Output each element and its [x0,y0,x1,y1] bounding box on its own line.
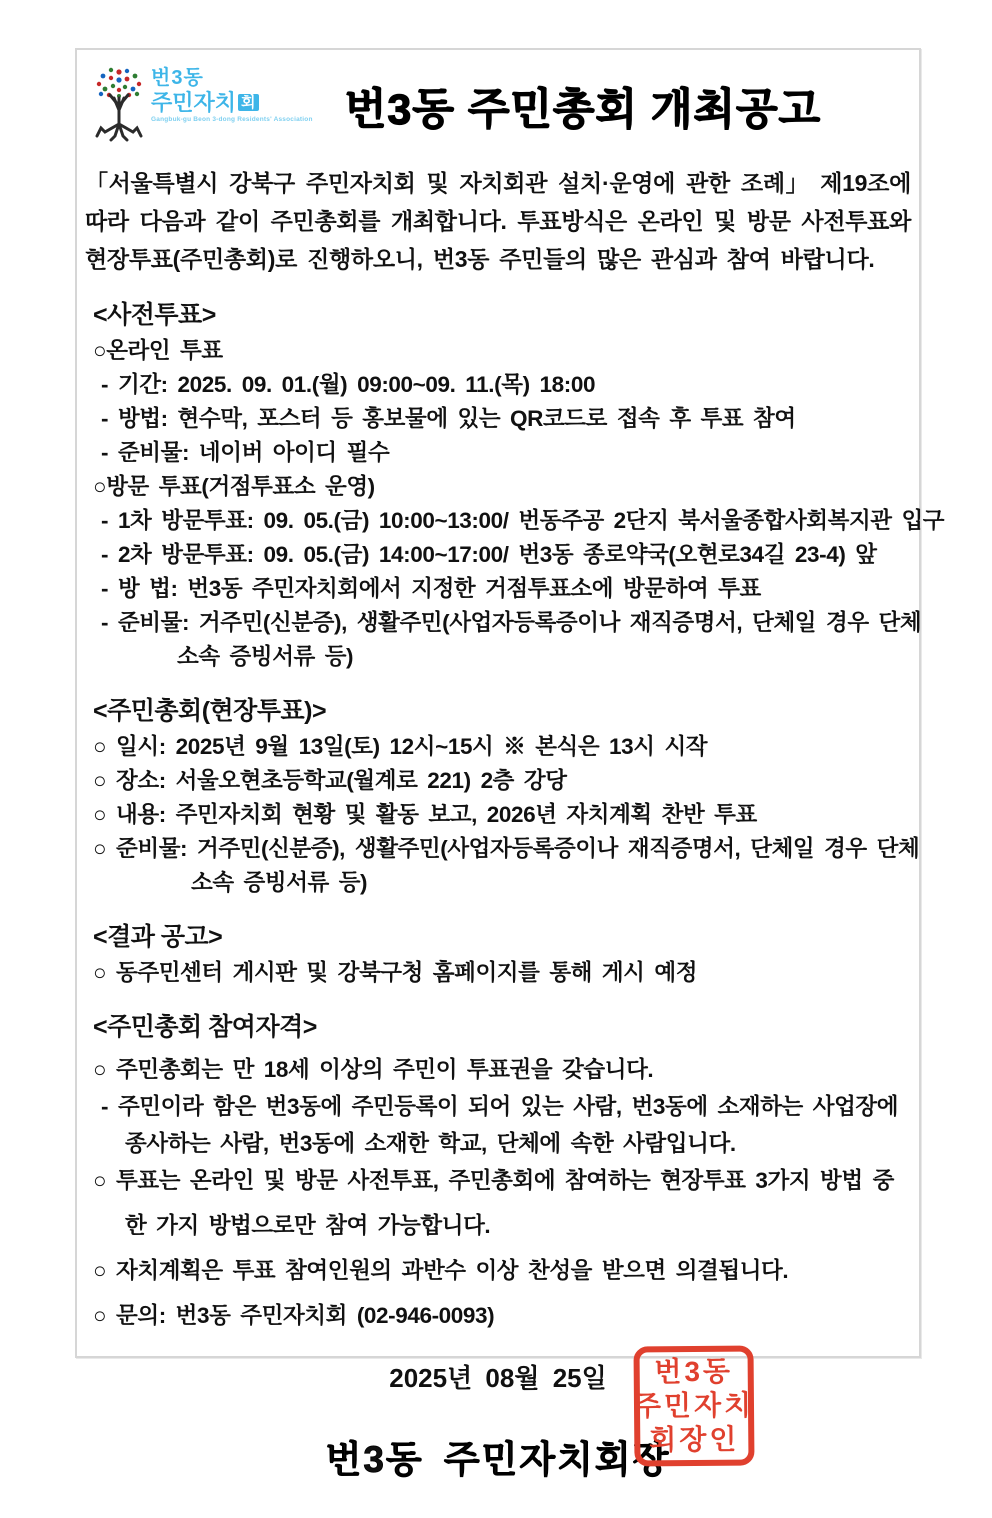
stamp-text-row: 주민자치 [633,1389,755,1422]
list-line: ○ 문의: 번3동 주민자치회 (02-946-0093) [93,1303,495,1328]
list-line: ○온라인 투표 [93,338,223,363]
official-seal-stamp [633,1345,754,1466]
list-line: - 기간: 2025. 09. 01.(월) 09:00~09. 11.(목) 18:00 [101,372,596,397]
list-line: ○ 동주민센터 게시판 및 강북구청 홈페이지를 통해 게시 예정 [93,960,698,985]
document-footer [85,1355,911,1518]
section-heading: <주민총회 참여자격> [93,1013,317,1041]
section-heading: <주민총회(현장투표)> [93,697,327,725]
list-line: - 준비물: 거주민(신분증), 생활주민(사업자등록증이나 재직증명서, 단체일 경우 단체 [101,610,922,635]
list-line: ○ 준비물: 거주민(신분증), 생활주민(사업자등록증이나 재직증명서, 단체일 경우 단체 [93,836,920,861]
section [85,917,911,990]
tree-trunk-and-roots [97,95,141,140]
list-line: ○ 주민총회는 만 18세 이상의 주민이 투표권을 갖습니다. [93,1057,654,1082]
intro-paragraph: 「서울특별시 강북구 주민자치회 및 자치회관 설치·운영에 관한 조례」 제19조에 따라 다음과 같이 주민총회를 개최합니다. 투표방식은 온라인 및 방문 사전투표와 현장투표(주민총회)로 진행하오니, 번3동 주민들의 많은 관심과 참여 바랍니다. [85,170,911,272]
document-sections [85,295,945,1334]
tree-canopy-dots [97,68,141,98]
page-title: 번3동 주민총회 개최공고 [344,86,822,134]
list-line: 소속 증빙서류 등) [177,644,354,669]
list-line: ○ 일시: 2025년 9월 13일(토) 12시~15시 ※ 본식은 13시 시작 [93,734,708,759]
list-line: 한 가지 방법으로만 참여 가능합니다. [125,1213,491,1238]
list-line: ○ 내용: 주민자치회 현황 및 활동 보고, 2026년 자치계획 찬반 투표 [93,802,757,827]
list-line: - 주민이라 함은 번3동에 주민등록이 되어 있는 사람, 번3동에 소재하는 사업장에 [101,1094,899,1119]
tree-logo-icon [91,62,147,148]
list-line: - 1차 방문투표: 09. 05.(금) 10:00~13:00/ 번동주공 2단지 북서울종합사회복지관 입구 [101,508,945,533]
section-heading: <사전투표> [93,301,216,329]
signature-title: 번3동 주민자치회장 [325,1439,671,1480]
section [85,295,945,674]
list-line: 소속 증빙서류 등) [191,870,368,895]
logo-line2-main: 주민자치 [151,90,237,115]
stamp-text-row: 번3동 [654,1355,734,1388]
list-line: - 2차 방문투표: 09. 05.(금) 14:00~17:00/ 번3동 종로약국(오현로34길 23-4) 앞 [101,542,877,567]
notice-sheet [75,48,945,1480]
stamp-text-row: 회장인 [649,1423,740,1456]
list-line: - 방법: 현수막, 포스터 등 홍보물에 있는 QR코드로 접속 후 투표 참여 [101,406,796,431]
list-line: ○ 투표는 온라인 및 방문 사전투표, 주민총회에 참여하는 현장투표 3가지 방법 중 [93,1168,894,1193]
list-line: - 방 법: 번3동 주민자치회에서 지정한 거점투표소에 방문하여 투표 [101,576,761,601]
list-line: - 준비물: 네이버 아이디 필수 [101,440,390,465]
logo-line2-boxed: 회 [238,94,259,112]
section [85,691,920,900]
issue-date: 2025년 08월 25일 [389,1363,607,1393]
list-line: ○ 자치계획은 투표 참여인원의 과반수 이상 찬성을 받으면 의결됩니다. [93,1258,789,1283]
list-line: 종사하는 사람, 번3동에 소재한 학교, 단체에 속한 사람입니다. [125,1131,736,1156]
section-heading: <결과 공고> [93,923,223,951]
list-line: ○ 장소: 서울오현초등학교(월계로 221) 2층 강당 [93,768,567,793]
document-header [85,58,911,150]
logo-tagline: Gangbuk-gu Beon 3-dong Residents' Association [151,116,313,124]
section [85,1007,911,1334]
logo-line1: 번3동 [151,67,204,89]
list-line: ○방문 투표(거점투표소 운영) [93,474,375,499]
